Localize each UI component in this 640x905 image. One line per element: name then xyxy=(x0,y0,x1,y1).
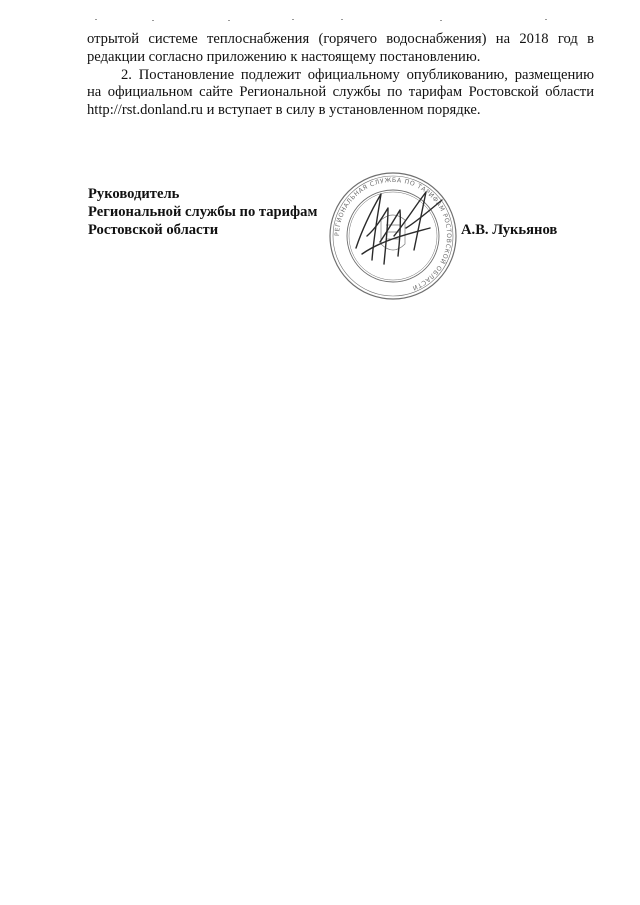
scan-artifact xyxy=(545,19,547,20)
scan-artifact xyxy=(95,19,97,20)
signatory-title xyxy=(88,186,317,239)
handwritten-signature xyxy=(356,192,442,264)
svg-text:РЕГИОНАЛЬНАЯ СЛУЖБА ПО ТАРИФАМ xyxy=(334,177,452,291)
scan-artifact xyxy=(152,20,154,21)
official-seal-with-signature xyxy=(318,170,468,302)
signatory-name: А.В. Лукьянов xyxy=(461,222,558,238)
document-body xyxy=(87,31,594,120)
scan-artifact xyxy=(228,20,230,21)
scan-artifact xyxy=(440,20,442,21)
signatory-title-line: Региональной службы по тарифам xyxy=(88,203,318,220)
signatory-title-line: Руководитель xyxy=(88,186,180,202)
scan-artifact xyxy=(341,19,343,20)
scan-artifact xyxy=(292,19,294,20)
paragraph-publication: 2. Постановление подлежит официальному опубликованию, размещению на официальном сайте Региональной службы по тарифам Ростовской области http://rst.donland.ru и вступает в силу в установленном порядке. xyxy=(87,66,594,119)
seal-ring-text: РЕГИОНАЛЬНАЯ СЛУЖБА ПО ТАРИФАМ РОСТОВСКОЙ ОБЛАСТИ xyxy=(333,176,453,292)
paragraph-continuation: отрытой системе теплоснабжения (горячего водоснабжения) на 2018 год в редакции согласно приложению к настоящему постановлению. xyxy=(87,31,594,65)
signatory-title-line: Ростовской области xyxy=(88,221,219,238)
